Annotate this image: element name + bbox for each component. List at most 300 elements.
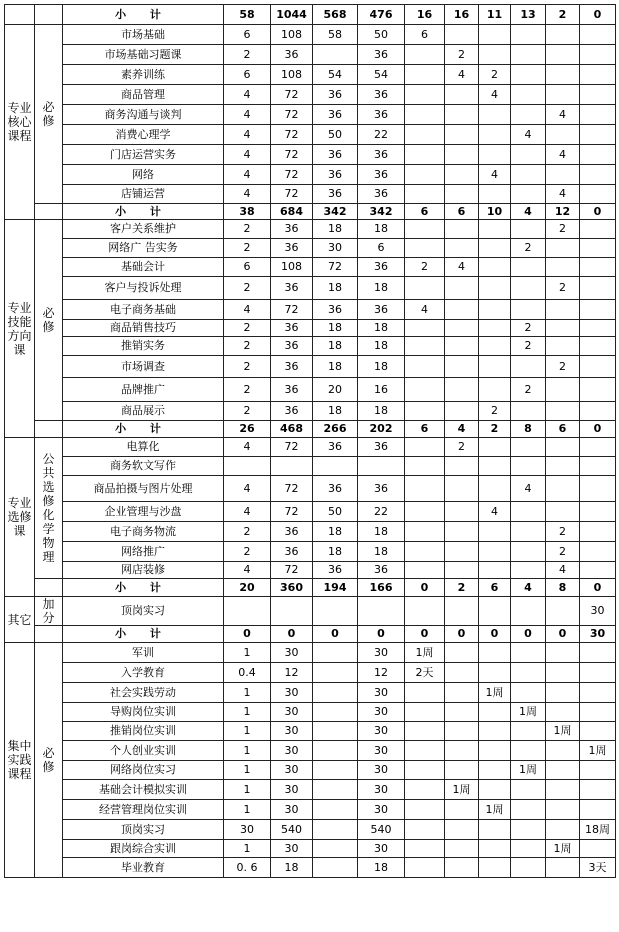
value-cell: 18 — [358, 402, 405, 421]
value-cell — [580, 800, 616, 820]
course-row — [5, 220, 616, 239]
value-cell — [313, 780, 358, 800]
subtotal-row — [5, 5, 616, 25]
value-cell: 1044 — [271, 5, 313, 25]
value-cell: 30 — [313, 239, 358, 258]
value-cell: 2 — [546, 277, 580, 300]
value-cell: 36 — [313, 476, 358, 502]
value-cell — [546, 780, 580, 800]
course-row — [5, 320, 616, 337]
value-cell: 4 — [546, 145, 580, 165]
course-name: 商品管理 — [63, 85, 224, 105]
value-cell — [546, 597, 580, 626]
value-cell — [511, 663, 546, 683]
course-name: 网络岗位实习 — [63, 761, 224, 780]
value-cell: 1 — [224, 703, 271, 722]
value-cell — [405, 457, 445, 476]
value-cell: 30 — [580, 626, 616, 643]
value-cell — [580, 337, 616, 356]
value-cell: 2 — [479, 421, 511, 438]
course-row — [5, 643, 616, 663]
value-cell — [479, 438, 511, 457]
value-cell — [405, 105, 445, 125]
value-cell: 342 — [313, 204, 358, 220]
value-cell — [405, 800, 445, 820]
value-cell — [479, 562, 511, 579]
value-cell: 6 — [405, 421, 445, 438]
value-cell — [405, 337, 445, 356]
course-row — [5, 597, 616, 626]
value-cell: 4 — [224, 185, 271, 204]
value-cell: 36 — [358, 562, 405, 579]
value-cell — [479, 643, 511, 663]
value-cell: 18 — [271, 858, 313, 878]
course-name: 网店装修 — [63, 562, 224, 579]
value-cell: 108 — [271, 65, 313, 85]
value-cell: 2 — [224, 402, 271, 421]
value-cell — [313, 820, 358, 840]
course-row — [5, 522, 616, 542]
value-cell: 1 — [224, 722, 271, 741]
value-cell — [580, 402, 616, 421]
value-cell — [546, 663, 580, 683]
value-cell — [405, 402, 445, 421]
value-cell — [358, 457, 405, 476]
value-cell: 36 — [358, 258, 405, 277]
value-cell — [479, 300, 511, 320]
value-cell — [479, 45, 511, 65]
value-cell: 4 — [224, 562, 271, 579]
value-cell — [479, 105, 511, 125]
value-cell: 36 — [313, 438, 358, 457]
value-cell — [358, 597, 405, 626]
value-cell: 18 — [313, 320, 358, 337]
value-cell: 36 — [313, 85, 358, 105]
value-cell: 16 — [358, 378, 405, 402]
course-name: 电子商务基础 — [63, 300, 224, 320]
value-cell: 4 — [224, 300, 271, 320]
course-name: 推销岗位实训 — [63, 722, 224, 741]
value-cell: 16 — [445, 5, 479, 25]
value-cell — [546, 800, 580, 820]
value-cell: 36 — [271, 239, 313, 258]
value-cell — [546, 741, 580, 761]
value-cell — [405, 722, 445, 741]
value-cell: 1周 — [405, 643, 445, 663]
course-row — [5, 105, 616, 125]
value-cell: 30 — [271, 840, 313, 858]
value-cell: 2 — [546, 220, 580, 239]
value-cell — [546, 85, 580, 105]
value-cell — [511, 85, 546, 105]
value-cell: 36 — [313, 145, 358, 165]
value-cell — [511, 258, 546, 277]
value-cell — [511, 277, 546, 300]
value-cell: 1 — [224, 761, 271, 780]
course-row — [5, 683, 616, 703]
value-cell — [405, 438, 445, 457]
value-cell — [313, 800, 358, 820]
course-row — [5, 542, 616, 562]
value-cell — [405, 741, 445, 761]
value-cell: 2 — [405, 258, 445, 277]
value-cell: 10 — [479, 204, 511, 220]
value-cell: 4 — [479, 502, 511, 522]
value-cell — [479, 320, 511, 337]
value-cell: 18 — [313, 522, 358, 542]
curriculum-table — [4, 4, 616, 878]
value-cell — [580, 643, 616, 663]
value-cell — [511, 820, 546, 840]
value-cell — [546, 476, 580, 502]
value-cell — [479, 145, 511, 165]
course-name: 客户关系维护 — [63, 220, 224, 239]
value-cell — [271, 457, 313, 476]
value-cell — [445, 239, 479, 258]
value-cell: 4 — [445, 421, 479, 438]
course-name: 电算化 — [63, 438, 224, 457]
value-cell — [580, 457, 616, 476]
value-cell — [580, 145, 616, 165]
value-cell — [445, 722, 479, 741]
value-cell — [580, 239, 616, 258]
value-cell: 6 — [405, 204, 445, 220]
value-cell: 1周 — [479, 683, 511, 703]
value-cell: 2 — [546, 5, 580, 25]
value-cell: 2 — [546, 356, 580, 378]
value-cell — [445, 220, 479, 239]
value-cell — [511, 25, 546, 45]
value-cell — [313, 741, 358, 761]
course-name: 市场调查 — [63, 356, 224, 378]
value-cell: 166 — [358, 579, 405, 597]
value-cell — [580, 722, 616, 741]
value-cell — [445, 125, 479, 145]
value-cell — [580, 320, 616, 337]
value-cell — [445, 185, 479, 204]
course-name: 商务沟通与谈判 — [63, 105, 224, 125]
course-row — [5, 800, 616, 820]
value-cell — [405, 145, 445, 165]
value-cell: 18 — [313, 402, 358, 421]
value-cell: 0 — [405, 579, 445, 597]
value-cell — [580, 840, 616, 858]
value-cell — [546, 643, 580, 663]
value-cell — [511, 220, 546, 239]
value-cell: 18 — [313, 542, 358, 562]
value-cell — [405, 840, 445, 858]
course-name: 品牌推广 — [63, 378, 224, 402]
value-cell — [546, 502, 580, 522]
value-cell — [580, 502, 616, 522]
value-cell: 2 — [224, 522, 271, 542]
course-name: 素养训练 — [63, 65, 224, 85]
course-name: 商品拍摄与图片处理 — [63, 476, 224, 502]
value-cell: 6 — [358, 239, 405, 258]
value-cell: 13 — [511, 5, 546, 25]
value-cell: 30 — [580, 597, 616, 626]
value-cell — [580, 703, 616, 722]
value-cell — [580, 125, 616, 145]
type-cell — [35, 579, 63, 597]
value-cell: 58 — [313, 25, 358, 45]
subtotal-row — [5, 626, 616, 643]
course-name: 经营管理岗位实训 — [63, 800, 224, 820]
course-row — [5, 337, 616, 356]
value-cell: 2 — [224, 45, 271, 65]
value-cell: 36 — [271, 378, 313, 402]
value-cell: 4 — [511, 125, 546, 145]
value-cell — [546, 703, 580, 722]
value-cell — [445, 761, 479, 780]
value-cell — [405, 703, 445, 722]
value-cell: 36 — [358, 85, 405, 105]
value-cell: 6 — [546, 421, 580, 438]
type-cell: 加分 — [35, 597, 63, 626]
course-name: 入学教育 — [63, 663, 224, 683]
value-cell: 4 — [224, 502, 271, 522]
value-cell: 540 — [358, 820, 405, 840]
value-cell — [546, 320, 580, 337]
subtotal-label: 小 计 — [63, 579, 224, 597]
value-cell: 26 — [224, 421, 271, 438]
value-cell: 30 — [358, 683, 405, 703]
value-cell: 4 — [224, 105, 271, 125]
value-cell: 540 — [271, 820, 313, 840]
value-cell — [445, 663, 479, 683]
value-cell — [546, 239, 580, 258]
value-cell — [445, 562, 479, 579]
value-cell: 266 — [313, 421, 358, 438]
value-cell — [479, 239, 511, 258]
value-cell: 4 — [405, 300, 445, 320]
value-cell: 36 — [358, 476, 405, 502]
value-cell — [511, 502, 546, 522]
value-cell: 4 — [224, 165, 271, 185]
value-cell: 6 — [405, 25, 445, 45]
value-cell: 36 — [313, 165, 358, 185]
value-cell — [405, 65, 445, 85]
value-cell: 1 — [224, 780, 271, 800]
value-cell: 72 — [271, 145, 313, 165]
value-cell — [313, 643, 358, 663]
value-cell: 18 — [358, 542, 405, 562]
value-cell: 2 — [511, 337, 546, 356]
value-cell: 2 — [224, 337, 271, 356]
value-cell — [479, 858, 511, 878]
value-cell: 1 — [224, 800, 271, 820]
value-cell — [405, 683, 445, 703]
value-cell: 2 — [224, 542, 271, 562]
value-cell — [479, 597, 511, 626]
value-cell — [511, 457, 546, 476]
value-cell — [445, 703, 479, 722]
value-cell: 476 — [358, 5, 405, 25]
course-name: 基础会计模拟实训 — [63, 780, 224, 800]
course-name: 商品销售技巧 — [63, 320, 224, 337]
course-row — [5, 761, 616, 780]
value-cell — [479, 761, 511, 780]
value-cell: 4 — [546, 562, 580, 579]
value-cell: 2 — [224, 378, 271, 402]
value-cell — [405, 562, 445, 579]
value-cell — [405, 858, 445, 878]
value-cell — [445, 300, 479, 320]
value-cell — [580, 25, 616, 45]
value-cell: 30 — [271, 683, 313, 703]
value-cell: 0 — [405, 626, 445, 643]
course-row — [5, 145, 616, 165]
value-cell — [479, 258, 511, 277]
value-cell: 11 — [479, 5, 511, 25]
value-cell: 0 — [358, 626, 405, 643]
value-cell: 0 — [511, 626, 546, 643]
value-cell: 20 — [224, 579, 271, 597]
value-cell — [479, 663, 511, 683]
value-cell — [479, 722, 511, 741]
value-cell — [445, 820, 479, 840]
value-cell: 4 — [479, 85, 511, 105]
value-cell: 2 — [224, 277, 271, 300]
value-cell: 36 — [271, 402, 313, 421]
value-cell: 72 — [313, 258, 358, 277]
value-cell: 2 — [546, 542, 580, 562]
value-cell — [479, 125, 511, 145]
value-cell: 0.4 — [224, 663, 271, 683]
value-cell — [479, 522, 511, 542]
course-name: 商务软文写作 — [63, 457, 224, 476]
value-cell: 36 — [271, 220, 313, 239]
value-cell — [479, 476, 511, 502]
value-cell — [405, 820, 445, 840]
value-cell — [445, 522, 479, 542]
course-row — [5, 258, 616, 277]
value-cell — [580, 476, 616, 502]
value-cell: 30 — [271, 741, 313, 761]
value-cell: 2 — [511, 378, 546, 402]
value-cell: 12 — [546, 204, 580, 220]
value-cell — [405, 277, 445, 300]
value-cell: 1周 — [546, 840, 580, 858]
value-cell — [546, 25, 580, 45]
value-cell: 0 — [445, 626, 479, 643]
value-cell: 36 — [358, 300, 405, 320]
course-name: 网络广 告实务 — [63, 239, 224, 258]
value-cell: 202 — [358, 421, 405, 438]
value-cell: 0 — [224, 626, 271, 643]
value-cell: 18 — [313, 277, 358, 300]
course-name: 推销实务 — [63, 337, 224, 356]
value-cell: 18 — [313, 220, 358, 239]
course-name: 顶岗实习 — [63, 820, 224, 840]
value-cell: 30 — [271, 643, 313, 663]
subtotal-row — [5, 421, 616, 438]
course-name: 军训 — [63, 643, 224, 663]
value-cell: 360 — [271, 579, 313, 597]
value-cell — [580, 220, 616, 239]
value-cell — [445, 741, 479, 761]
value-cell — [405, 320, 445, 337]
value-cell: 36 — [313, 185, 358, 204]
value-cell: 0 — [271, 626, 313, 643]
category-cell — [5, 5, 35, 25]
value-cell: 0 — [479, 626, 511, 643]
value-cell — [546, 761, 580, 780]
value-cell: 30 — [271, 761, 313, 780]
value-cell: 8 — [546, 579, 580, 597]
value-cell: 72 — [271, 165, 313, 185]
type-cell: 公共选修化学物理 — [35, 438, 63, 579]
course-name: 网络 — [63, 165, 224, 185]
value-cell: 4 — [511, 476, 546, 502]
course-row — [5, 185, 616, 204]
value-cell: 4 — [511, 204, 546, 220]
course-row — [5, 277, 616, 300]
value-cell — [511, 741, 546, 761]
value-cell: 2 — [224, 320, 271, 337]
value-cell — [445, 85, 479, 105]
value-cell: 30 — [271, 800, 313, 820]
value-cell: 30 — [358, 800, 405, 820]
value-cell: 36 — [313, 105, 358, 125]
course-name: 导购岗位实训 — [63, 703, 224, 722]
value-cell: 4 — [479, 165, 511, 185]
value-cell: 2 — [224, 220, 271, 239]
value-cell — [445, 502, 479, 522]
value-cell — [405, 522, 445, 542]
course-name: 门店运营实务 — [63, 145, 224, 165]
value-cell — [405, 239, 445, 258]
value-cell: 72 — [271, 125, 313, 145]
course-name: 毕业教育 — [63, 858, 224, 878]
value-cell — [445, 165, 479, 185]
value-cell — [445, 476, 479, 502]
value-cell: 38 — [224, 204, 271, 220]
value-cell — [580, 105, 616, 125]
value-cell — [546, 438, 580, 457]
curriculum-table-container — [4, 4, 615, 927]
type-cell — [35, 421, 63, 438]
value-cell: 1周 — [511, 761, 546, 780]
value-cell — [445, 356, 479, 378]
value-cell: 568 — [313, 5, 358, 25]
value-cell: 0 — [313, 626, 358, 643]
value-cell — [580, 663, 616, 683]
value-cell — [580, 542, 616, 562]
value-cell — [511, 45, 546, 65]
value-cell — [511, 356, 546, 378]
value-cell: 30 — [224, 820, 271, 840]
value-cell — [511, 643, 546, 663]
type-cell: 必修 — [35, 643, 63, 878]
value-cell — [479, 277, 511, 300]
value-cell — [313, 840, 358, 858]
subtotal-row — [5, 579, 616, 597]
course-row — [5, 502, 616, 522]
value-cell — [511, 858, 546, 878]
value-cell — [405, 220, 445, 239]
value-cell: 2 — [546, 522, 580, 542]
subtotal-label: 小 计 — [63, 204, 224, 220]
value-cell — [511, 105, 546, 125]
value-cell: 2 — [445, 45, 479, 65]
value-cell — [511, 800, 546, 820]
value-cell: 4 — [224, 145, 271, 165]
course-name: 市场基础习题课 — [63, 45, 224, 65]
value-cell — [479, 820, 511, 840]
value-cell: 4 — [224, 476, 271, 502]
subtotal-label: 小 计 — [63, 421, 224, 438]
